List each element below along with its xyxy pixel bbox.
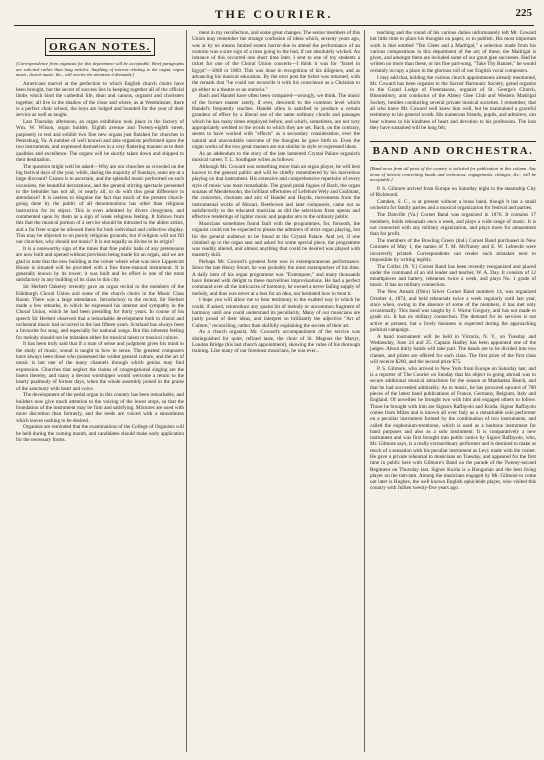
article-paragraph: teaching and the round of his various duties unfortunately left Mr. Coward but little time to place his thoughts on paper, or to publish. His most important work is that entitled "Ten Glees and a Madrigal," a selection made from his various compositions in this department of the art; of these, the Madrigal is given, and amongst them are included some of our great glee successes. Had he written no more than these, or his fine part-song, "Take Thy Banner," he would certainly occupy a place in the glorious roll of our English vocal composers.	[370, 30, 536, 74]
band-and-orchestra-heading: BAND AND ORCHESTRA.	[370, 141, 536, 161]
article-paragraph: I hope you will allow me to bear testimony to the exalted way in which he could, if asked, reintroduce any quaint bit of melody or uncommon fragment of harmony until one could understand its peculiarity. Many of our musicians are justly proud of their ideas, and interpret so brilliantly the adjective "Art of Culture," reconciling, rather than skilfully explaining the secrets of their art.	[192, 297, 360, 329]
masthead: THE COURIER.	[214, 7, 333, 21]
article-paragraph: Musicians sometimes found fault with the programmes, for, forsooth, the organist could not be expected to please the admirers of strict organ playing, but for the general audience to be found at the Crystal Palace. And yet, if one climbed up to the organ seat and asked for some special piece, the programme was readily altered, and almost anything that could be desired was played with masterly skill.	[192, 220, 360, 259]
article-paragraph: Last Thursday afternoon, an organ exhibition took place in the factory of Wm. W. Wilson, organ builder, Eighth avenue and Twenty-eighth street, purposely to test and exhibit two fine new organs just finished for churches in Petersburg, Va. A number of well known and able organists performed upon the two instruments, and expressed themselves in a very flattering manner as to their qualities and excellence. The organs will be shortly taken down and shipped to their destination.	[16, 119, 184, 163]
article-paragraph: The question might well be asked—Why are our churches so crowded on the big festival days of the year, while, during the majority of Sundays, seats are at a large discount? Causes is to ascertain, and the splendid music performed on such occasions, the beautiful decorations, and the general stirring spectacle presented to the beholder has not all, or nearly all, to do with this great difference in attendance? It is useless to disguise the fact that much of the present church-going done by the public of all denominations has other than religious instruction for its object. This is even admitted by divers clergymen, and commented upon by them as a sign of weak religious feeling. It follows from this that the musical portion of a service should be intrusted to the ablest artists, and a far freer scope be allowed them for both individual and collective display. This may be objected to on purely religious grounds; but if religion will not fill our churches, why should not music? It is not equally as divine in its origin?	[16, 163, 184, 246]
news-item: A band tournament will be held in Victoria, N. Y., on Tuesday and Wednesday, June 24 and 25. Captain Hadley has been appointed one of the judges. About thirty bands will take part. The bands are to be divided into two classes, and prizes are offered for each class. The first prize of the first class will receive $200, and the second prize $75.	[370, 333, 536, 366]
news-item: P. S. Gilmore, who arrived in New York from Europe on Saturday last, and is a reporter of The Courier on Sunday that his object in going abroad was to secure additional musical attractions for the season at Manhattan Beach, and that he had succeeded admirably. As to music, he has procured upward of 700 pieces of the latest band publications of France, Germany, Belgium, Italy and England. Of novelties he brought two with him and engaged others to follow. Those he brought with him are Signors Raffayolo and Kurda. Signor Raffayolo comes from Milan and is known all over Italy as a remarkable solo performer on a peculiar instrument formed by the combination of two instruments, and called the euphonium-trombone, which is used as a baritone instrument for band purposes and also as a solo instrument. It is comparatively a new instrument and was first brought into public notice by Signor Raffayolo, who, Mr. Gilmore says, is a really extraordinary performer and is destined to make as much of a sensation with his peculiar instrument as Levy made with the cornet. He gave a private rehearsal to musicians on Tuesday, and appeared for the first time in public here with Gilmore's Band on the parade of the Twenty-second Regiment on Thursday last. Signor Kurda is a Hungarian and the best living player on the tam-tam. Among the musicians engaged by Mr. Gilmore to come out later is Hughes, the well known English ophicleide player, who visited this country with Jullien twenty-five years ago.	[370, 365, 536, 492]
news-item: The New Annals (Ohio) Silver Cornet Band numbers 14, was organized October 4, 1874, and held rehearsals twice a week regularly until last year, since when, owing to the absence of some of the members, it has met only occasionally. This band was taught by J. Warne Gregory, and has not made to grade six. It has no military connection. The demand for its services is not active at present, but a lively business is expected during the approaching political campaign.	[370, 289, 536, 334]
organ-notes-editor-note: [Correspondence from organists for this department will be acceptable. Brief paragraphs are solicited rather than long articles. Anything of interest relating to the organ, organ music, church music, &c., will receive the attention it demands.]	[16, 61, 184, 78]
news-item: The Colfax (N. Y.) Cornet Band has been recently reorganized and placed under the command of an old leader and teacher, W. A. Day. It consists of 12 mouthpieces and battery, rehearses twice a week, and plays No. 1 grade of music. It has no military connection.	[370, 263, 536, 289]
article-paragraph: As an addendum to the story of the late lamented Crystal Palace organist's musical career, T. L. Southgate writes as follows:	[192, 150, 360, 163]
page-header	[14, 3, 534, 26]
band-editor-note: [Band news from all parts of the country is solicited for publication in this column. Any items of interest concerning bands and orchestras, engagements, changes, &c., will be acceptable.]	[370, 166, 536, 183]
article-paragraph: The development of the pedal organ in this country has been remarkable, and builders now give much attention to the voicing of the lower stops, so that the foundation of the instrument may be firm and satisfying. Mixtures are used with more discretion than formerly, and the reeds are voiced with a smoothness which leaves nothing to be desired.	[16, 392, 184, 424]
article-paragraph: It has been truly said that if a man of sense and judgment gives his mind to the study of music, sound is taught to bow to sense. The greatest composers have always been those who possessed the widest general culture, and the art of music is but one of the many channels through which genius may find expression. Churches that neglect the claims of congregational singing are the losers thereby, and many a devout worshipper would welcome a return to the hearty psalmody of former days, when the whole assembly joined in the praise of the sanctuary with heart and voice.	[16, 341, 184, 392]
page-number: 225	[515, 7, 532, 19]
article-paragraph: I may add that, holding the various church appointments already mentioned, Mr. Coward has been organist to the Sacred Harmonic Society, grand organist to the Grand Lodge of Freemasons, organist of St. George's Church, Bloomsbury, and conductor of the Abbey Glee Club and Western Madrigal Society, besides conducting several private musical societies. I remember, that all who knew Mr. Coward well knew him well, but he maintained a graceful testimony to his general worth. His numerous friends, pupils, and admirers, can bear witness to his kindness of heart and devotion to his profession. The loss they have sustained will be long felt.	[370, 74, 536, 131]
column-organ-notes	[16, 30, 184, 750]
column-band-and-orchestra	[370, 30, 536, 750]
news-item: The Danville (Va.) Cornet Band was organized in 1876. It contains 17 members, holds rehearsals once a week, and plays a wide range of music. It is not connected with any military organization, and plays more for amusement than for profit.	[370, 212, 536, 238]
column-organ-notes-continued	[192, 30, 360, 750]
article-paragraph: Perhaps Mr. Coward's greatest forte was in extemporaneous performance. Since the late Henry Smart, he was probably the most extemporiser of his time. A daily item of his organ programme was "Extempore," and many thousands have listened with delight to these marvellous improvisations. He had a perfect command over all the intricacies of harmony, he owned a never failing supply of melody, and thus was never at a loss for an idea, nor hesitated how to treat it.	[192, 259, 360, 297]
article-paragraph: Bach and Handel have often been compared—wrongly, we think. The music of the former master rarely, if ever, descends to the common level which Handel's frequently reaches. Handel often is satisfied to produce a certain grandeur of effect by a liberal use of the same ordinary chords and passages which he has many times employed before, and which, sometimes, are not very appropriately wedded to the words to which they are set. Bach, on the contrary, seems to have worked with "effects" as a secondary consideration, ever the natural and unavoidable outcome of the thoughts he gave birth to. Even the organ works of the two great masters are not similar in style or expressed ideas.	[192, 93, 360, 150]
news-item: Camden, S. C., is at present without a brass band, though it has a small orchestra for family parties and a musical organization for festival and parties.	[370, 199, 536, 212]
article-paragraph: Sir Herbert Oakeley recently gave an organ recital to the members of the Edinburgh Choral Union and some of the church choirs in the Music Class Room. There was a large attendance. Introductory to the recital, Sir Herbert made a few remarks, in which he expressed his interest and sympathy in the Choral Union, which he had been presiding for thirty years. In course of his speech Sir Herbert observed that a remarkable development both in choral and orchestral music had occurred in the last fifteen years. Scotland has always been a favourite for song, and especially for national songs. But this inherent feeling for melody should not be mistaken either for musical talent or musical culture.	[16, 284, 184, 341]
article-paragraph: As a church organist, Mr. Coward's accompaniment of the service was distinguished for quiet, refined taste, the choir of St. Magnus the Martyr, London Bridge (his last church appointment), showing the value of his thorough training. Like many of our foremost musicians, he was ever...	[192, 329, 360, 355]
article-paragraph: It is a noteworthy sign of the times that fine public halls of any pretensions are now built and opened without provision being made for an organ, and we are glad to note that the new building at the corner where what was once Lippencott House is situated will be provided with a fine three-manual instrument. It is generally known by its tower; it was built and its effect is one of the most satisfactory in any building of its class in this city.	[16, 246, 184, 284]
organ-notes-heading: ORGAN NOTES.	[45, 38, 155, 56]
column-divider	[186, 30, 187, 752]
article-paragraph: Organists are reminded that the examinations of the College of Organists will be held during the coming month, and candidates should make early application for the necessary forms.	[16, 424, 184, 443]
news-item: The members of the Bowling Green (Ind.) Cornet Band purchased in New Coronets of May 1, the names of T. M. McNaney and E. W. Lebrecht were incorrectly printed. Correspondents can render such mistakes next to impossible by writing legibly.	[370, 237, 536, 263]
article-paragraph: Although Mr. Coward was something more than an organ player, he will best known to the general public and will be chiefly remembered by his marvelous playing on that instrument. His extensive and comprehensive repertoire of every style of music was most remarkable. The grand pedal fugues of Bach, the organ sonatas of Mendelssohn, the brilliant offertoires of Lefebure Wely and Guilmant, the concertos, choruses and airs of Handel and Haydn, movements from the instrumental works of Mozart, Beethoven and later composers, came out as satisfactorily to the educated musician as did the selections from operas and effective renderings of lighter music and popular airs to the ordinary public.	[192, 163, 360, 221]
column-divider	[364, 30, 365, 752]
article-paragraph: ment in my recollection, and some great changes. The senior members of this Union may remember the strange confusion of ideas which, seventy years ago, was at by no means limited extent horror-due to attend the performance of an oratorio was a sure sign of a man going to the bad, if not absolutely wicked. An instance of this occurred one short time later. I sent to one of my students a ticket for one of the Choral Union concerts—I think it was for "Israel in Egypt"—1868 or 1869. This was done in recognition of his diligence, and as advancing his musical education. By the next post the ticket was returned, with the remark that "he could not reconcile it with his conscience as a Christian to go either to a theatre or an oratorio."	[192, 30, 360, 93]
news-item: P. S. Gilmore arrived from Europe on Saturday night in the steamship City of Richmond.	[370, 186, 536, 199]
article-paragraph: Americans marvel at the perfection to which English church choirs have been brought, but the secret of success lies in keeping together all of the official limbs which bind the cathedral life, dean and canons, organist and choristers together, all live in the shadow of the close and where, as at Westminster, there is a perfect choir school, the boys are lodged and boarded for the year of their service as well as taught.	[16, 80, 184, 119]
